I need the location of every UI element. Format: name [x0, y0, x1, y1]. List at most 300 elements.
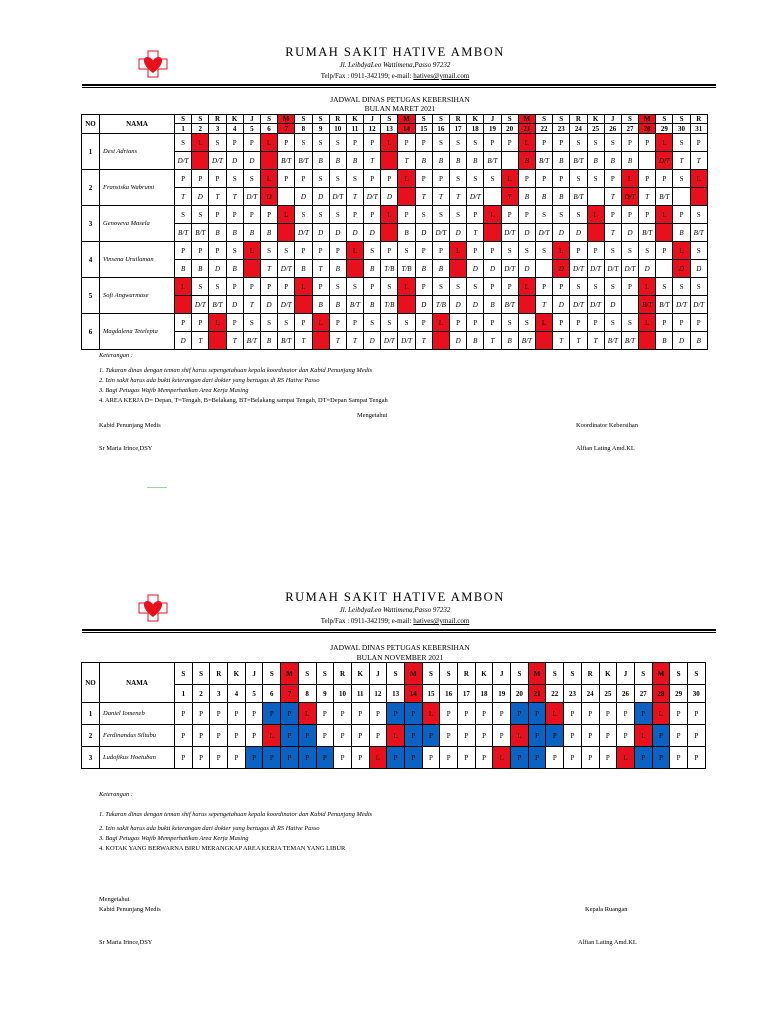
hospital-logo [138, 594, 168, 622]
shift-cell: S [295, 134, 312, 152]
area-cell: D [553, 296, 570, 314]
area-cell: B/T [295, 152, 312, 170]
area-cell: B [501, 332, 518, 350]
area-cell [312, 332, 329, 350]
shift-cell: S [415, 206, 432, 224]
shift-cell: P [278, 134, 295, 152]
shift-cell: P [281, 703, 299, 725]
shift-cell: L [432, 314, 449, 332]
day-letter-cell: J [364, 115, 381, 124]
shift-cell: L [387, 725, 405, 747]
area-cell: B [604, 152, 621, 170]
area-cell: D/T [175, 152, 192, 170]
shift-cell: S [501, 242, 518, 260]
shift-cell: P [528, 725, 546, 747]
area-cell: D/T [209, 152, 226, 170]
day-number-cell: 11 [351, 685, 369, 703]
table-row-area [82, 260, 708, 278]
shift-cell: P [670, 703, 688, 725]
shift-cell: P [467, 314, 484, 332]
area-cell: D [260, 188, 277, 206]
day-letter-cell: S [621, 115, 638, 124]
header-row-days [82, 663, 706, 685]
shift-cell: P [581, 747, 599, 769]
day-number-cell: 3 [209, 124, 226, 134]
november-notes [99, 790, 372, 854]
day-number-cell: 4 [226, 124, 243, 134]
day-number-cell: 14 [404, 685, 422, 703]
area-cell: D [295, 188, 312, 206]
shift-cell: L [673, 242, 690, 260]
shift-cell: L [422, 703, 440, 725]
day-letter-cell: M [278, 115, 295, 124]
area-cell: D [673, 260, 690, 278]
hospital-contact [260, 617, 530, 625]
day-number-cell: 20 [501, 124, 518, 134]
shift-cell: L [209, 314, 226, 332]
day-number-cell: 3 [210, 685, 228, 703]
shift-cell: P [381, 242, 398, 260]
area-cell: D/T [278, 296, 295, 314]
shift-cell: P [656, 170, 673, 188]
day-number-cell: 28 [652, 685, 670, 703]
shift-cell: S [604, 242, 621, 260]
shift-cell: P [346, 314, 363, 332]
shift-cell: P [364, 206, 381, 224]
shift-cell: S [329, 206, 346, 224]
shift-cell: P [316, 725, 334, 747]
shift-cell: L [518, 278, 535, 296]
approval-label: Mengetahui [357, 412, 388, 419]
shift-cell: S [656, 278, 673, 296]
area-cell: D [690, 260, 707, 278]
day-letter-cell: J [484, 115, 501, 124]
shift-cell: S [604, 134, 621, 152]
area-cell: T [604, 224, 621, 242]
area-cell: T [192, 332, 209, 350]
area-cell: T [484, 332, 501, 350]
shift-cell: S [690, 278, 707, 296]
area-cell [501, 152, 518, 170]
day-letter-cell: S [192, 115, 209, 124]
day-number-cell: 2 [192, 685, 210, 703]
area-cell: T [243, 296, 260, 314]
area-cell: D [467, 296, 484, 314]
hospital-address: Jl. LeibdyaLeo Wattimena,Passo 97232 [339, 606, 451, 614]
shift-cell: S [450, 206, 467, 224]
area-cell: T [175, 188, 192, 206]
shift-cell: S [312, 206, 329, 224]
note-item: 2. Izin sakit harus ada bukti keterangan dari dokter yang bertugas di RS Hative Passo [99, 377, 320, 384]
shift-cell: P [564, 703, 582, 725]
shift-cell: P [398, 134, 415, 152]
shift-cell: P [440, 703, 458, 725]
right-signer-role: Kepala Ruangan [585, 906, 628, 913]
area-cell: T [673, 152, 690, 170]
day-letter-cell: K [467, 115, 484, 124]
shift-cell: P [639, 170, 656, 188]
area-cell: D [673, 332, 690, 350]
area-cell: D [450, 224, 467, 242]
shift-cell: S [329, 134, 346, 152]
shift-cell: P [690, 314, 707, 332]
hospital-contact [260, 72, 530, 80]
table-row [82, 314, 708, 332]
shift-cell: S [278, 242, 295, 260]
area-cell: B [690, 332, 707, 350]
row-number: 1 [82, 703, 100, 725]
shift-cell: L [656, 134, 673, 152]
shift-cell: P [278, 170, 295, 188]
day-letter-cell: M [518, 115, 535, 124]
area-cell: D/T [570, 296, 587, 314]
area-cell: D [226, 296, 243, 314]
shift-cell: L [369, 747, 387, 769]
day-letter-cell: K [599, 663, 617, 685]
shift-cell: P [226, 314, 243, 332]
shift-cell: P [260, 206, 277, 224]
day-letter-cell: S [295, 115, 312, 124]
area-cell: B/T [243, 332, 260, 350]
approval-label: Mengetahui [99, 896, 130, 903]
day-letter-cell: S [535, 115, 552, 124]
shift-cell: L [546, 703, 564, 725]
area-cell: D [226, 152, 243, 170]
area-cell [381, 152, 398, 170]
area-cell: T/B [432, 296, 449, 314]
area-cell: T [535, 296, 552, 314]
column-header-no: NO [82, 115, 100, 134]
area-cell: B [346, 152, 363, 170]
area-cell: B [312, 296, 329, 314]
shift-cell: P [639, 206, 656, 224]
area-cell: T/B [381, 296, 398, 314]
staff-name: Genoveva Masela [100, 206, 175, 242]
shift-cell: P [528, 703, 546, 725]
shift-cell: L [260, 134, 277, 152]
table-row [82, 703, 706, 725]
header-row-days [82, 115, 708, 124]
note-item: 3. Bagi Petugas Wajib Memperhatikan Area Kerja Masing [99, 387, 249, 394]
shift-cell: P [467, 242, 484, 260]
area-cell: D/T [243, 188, 260, 206]
area-cell: B [553, 188, 570, 206]
day-number-cell: 10 [334, 685, 352, 703]
area-cell [587, 188, 604, 206]
march-notes [99, 351, 388, 406]
shift-cell: P [404, 725, 422, 747]
area-cell: T [432, 188, 449, 206]
header-row-dates [82, 685, 706, 703]
shift-cell: L [501, 170, 518, 188]
day-letter-cell: S [432, 115, 449, 124]
area-cell: B [226, 224, 243, 242]
heart-cross-icon [138, 594, 168, 622]
day-number-cell: 14 [398, 124, 415, 134]
area-cell [535, 332, 552, 350]
shift-cell: P [369, 725, 387, 747]
day-letter-cell: R [329, 115, 346, 124]
area-cell: B/T [278, 332, 295, 350]
day-number-cell: 30 [673, 124, 690, 134]
hospital-logo [138, 50, 168, 78]
area-cell: D/T [381, 332, 398, 350]
shift-cell: L [511, 725, 529, 747]
shift-cell: P [432, 242, 449, 260]
day-letter-cell: R [570, 115, 587, 124]
area-cell: D [329, 224, 346, 242]
shift-cell: S [673, 278, 690, 296]
area-cell [278, 224, 295, 242]
shift-cell: S [209, 134, 226, 152]
shift-cell: S [346, 170, 363, 188]
area-cell: T [501, 188, 518, 206]
area-cell: T [690, 152, 707, 170]
day-number-cell: 15 [422, 685, 440, 703]
shift-cell: L [263, 725, 281, 747]
shift-cell: S [381, 278, 398, 296]
shift-cell: P [210, 725, 228, 747]
day-number-cell: 7 [278, 124, 295, 134]
shift-cell: P [192, 314, 209, 332]
notes-title: Keterangan : [99, 791, 133, 798]
shift-cell: S [621, 314, 638, 332]
shift-cell: S [312, 134, 329, 152]
area-cell: D/T [398, 332, 415, 350]
area-cell: B/T [501, 296, 518, 314]
day-letter-cell: J [243, 115, 260, 124]
shift-cell: S [175, 134, 192, 152]
shift-cell: L [312, 314, 329, 332]
shift-cell: P [581, 725, 599, 747]
day-letter-cell: R [690, 115, 707, 124]
staff-name: Ludofikus Hoetuban [100, 747, 175, 769]
area-cell [260, 152, 277, 170]
shift-cell: S [192, 278, 209, 296]
shift-cell: P [440, 747, 458, 769]
day-letter-cell: S [670, 663, 688, 685]
shift-cell: P [518, 206, 535, 224]
area-cell: B/T [621, 332, 638, 350]
hospital-name: RUMAH SAKIT HATIVE AMBON [285, 590, 505, 604]
area-cell: D [570, 224, 587, 242]
staff-name: Fransiska Wabrumi [100, 170, 175, 206]
day-number-cell: 1 [175, 124, 192, 134]
area-cell: D [415, 296, 432, 314]
area-cell: D [621, 224, 638, 242]
shift-cell: P [458, 703, 476, 725]
area-cell: B/T [656, 188, 673, 206]
area-cell: B [226, 260, 243, 278]
shift-cell: P [295, 314, 312, 332]
shift-cell: L [587, 206, 604, 224]
shift-cell: P [484, 242, 501, 260]
day-number-cell: 20 [511, 685, 529, 703]
area-cell: B [260, 332, 277, 350]
day-number-cell: 26 [604, 124, 621, 134]
day-letter-cell: S [440, 663, 458, 685]
area-cell: B [398, 224, 415, 242]
shift-cell: L [634, 725, 652, 747]
area-cell: B [467, 152, 484, 170]
shift-cell: S [364, 314, 381, 332]
right-signer-name: Alfian Lating Amd.KL [578, 939, 637, 946]
day-number-cell: 8 [295, 124, 312, 134]
day-number-cell: 13 [387, 685, 405, 703]
shift-cell: P [450, 314, 467, 332]
area-cell: B [209, 224, 226, 242]
area-cell: D [467, 260, 484, 278]
area-cell: B/T [570, 152, 587, 170]
staff-name: Sofi Angwarmase [100, 278, 175, 314]
day-number-cell: 26 [617, 685, 635, 703]
shift-cell: L [518, 134, 535, 152]
day-letter-cell: S [192, 663, 210, 685]
shift-cell: P [398, 206, 415, 224]
day-number-cell: 12 [369, 685, 387, 703]
area-cell: B/T [518, 332, 535, 350]
shift-cell: P [245, 747, 263, 769]
area-cell: D [192, 188, 209, 206]
shift-cell: P [346, 206, 363, 224]
day-letter-cell: S [175, 663, 193, 685]
area-cell: B [295, 260, 312, 278]
shift-cell: S [570, 206, 587, 224]
shift-cell: P [228, 725, 246, 747]
column-header-name: NAMA [100, 115, 175, 134]
area-cell: T [553, 332, 570, 350]
table-row-area [82, 152, 708, 170]
day-letter-cell: M [652, 663, 670, 685]
shift-cell: P [209, 206, 226, 224]
shift-cell: L [192, 134, 209, 152]
day-letter-cell: M [281, 663, 299, 685]
day-number-cell: 22 [546, 685, 564, 703]
contact-email[interactable]: hatives@ymail.com [413, 72, 470, 80]
shift-cell: P [535, 134, 552, 152]
area-cell: B [329, 296, 346, 314]
area-cell: B [329, 260, 346, 278]
shift-cell: S [329, 278, 346, 296]
staff-name: Desi Adrians [100, 134, 175, 170]
area-cell: B [364, 260, 381, 278]
shift-cell: P [617, 725, 635, 747]
shift-cell: P [334, 747, 352, 769]
day-number-cell: 1 [175, 685, 193, 703]
shift-cell: P [243, 206, 260, 224]
shift-cell: S [587, 170, 604, 188]
area-cell: T [226, 332, 243, 350]
area-cell: D [604, 296, 621, 314]
day-number-cell: 6 [263, 685, 281, 703]
day-number-cell: 25 [599, 685, 617, 703]
area-cell: T [467, 224, 484, 242]
note-item: 1. Tukaran dinas dengan teman shif harus sepengetahuan kepala koordinator dan Kabid Penunjang Medis [99, 367, 373, 374]
shift-cell: S [535, 206, 552, 224]
shift-cell: P [458, 725, 476, 747]
shift-cell: P [226, 206, 243, 224]
day-number-cell: 7 [281, 685, 299, 703]
area-cell [432, 332, 449, 350]
shift-cell: S [329, 170, 346, 188]
shift-cell: P [192, 747, 210, 769]
shift-cell: L [690, 170, 707, 188]
area-cell: D [260, 296, 277, 314]
area-cell: D [364, 224, 381, 242]
area-cell: B/T [192, 224, 209, 242]
day-letter-cell: S [687, 663, 705, 685]
shift-cell: P [228, 747, 246, 769]
shift-cell: P [209, 242, 226, 260]
day-letter-cell: S [387, 663, 405, 685]
area-cell [398, 188, 415, 206]
shift-cell: S [570, 134, 587, 152]
shift-cell: P [484, 278, 501, 296]
column-header-no: NO [82, 663, 100, 703]
shift-cell: L [553, 242, 570, 260]
shift-cell: P [617, 703, 635, 725]
right-signer-role: Koordinator Kebersihan [576, 422, 638, 429]
shift-cell: P [175, 703, 193, 725]
area-cell: D/T [432, 224, 449, 242]
staff-name: Daniel Iomeneb [100, 703, 175, 725]
header-divider [82, 84, 716, 88]
shift-cell: P [312, 278, 329, 296]
area-cell [192, 152, 209, 170]
area-cell: B [260, 224, 277, 242]
shift-cell: S [278, 314, 295, 332]
area-cell: D [518, 224, 535, 242]
day-letter-cell: S [501, 115, 518, 124]
contact-email[interactable]: hatives@ymail.com [413, 617, 470, 625]
area-cell: D [553, 260, 570, 278]
day-number-cell: 27 [621, 124, 638, 134]
day-letter-cell: M [398, 115, 415, 124]
shift-cell: P [175, 314, 192, 332]
day-letter-cell: K [226, 115, 243, 124]
area-cell: T [364, 152, 381, 170]
area-cell [450, 260, 467, 278]
shift-cell: P [511, 703, 529, 725]
shift-cell: S [226, 242, 243, 260]
shift-cell: P [364, 278, 381, 296]
hospital-address: Jl. LeibdyaLeo Wattimena,Passo 97232 [339, 61, 451, 69]
shift-cell: S [570, 278, 587, 296]
shift-cell: L [617, 747, 635, 769]
shift-cell: S [295, 206, 312, 224]
shift-cell: P [467, 206, 484, 224]
area-cell: T/B [398, 260, 415, 278]
day-number-cell: 25 [587, 124, 604, 134]
area-cell [381, 224, 398, 242]
area-cell: T [209, 188, 226, 206]
day-letter-cell: M [404, 663, 422, 685]
shift-cell: S [432, 134, 449, 152]
day-letter-cell: K [228, 663, 246, 685]
shift-cell: S [312, 170, 329, 188]
shift-cell: L [652, 703, 670, 725]
note-item: 2. Izin sakit harus ada bukti keterangan dari dokter yang bertugas di RS Hative Passo [99, 825, 320, 832]
day-number-cell: 23 [553, 124, 570, 134]
shift-cell: P [673, 206, 690, 224]
shift-cell: P [670, 747, 688, 769]
shift-cell: P [404, 747, 422, 769]
area-cell [484, 188, 501, 206]
shift-cell: P [351, 747, 369, 769]
shift-cell: L [260, 170, 277, 188]
area-cell: T [604, 188, 621, 206]
day-number-cell: 4 [228, 685, 246, 703]
